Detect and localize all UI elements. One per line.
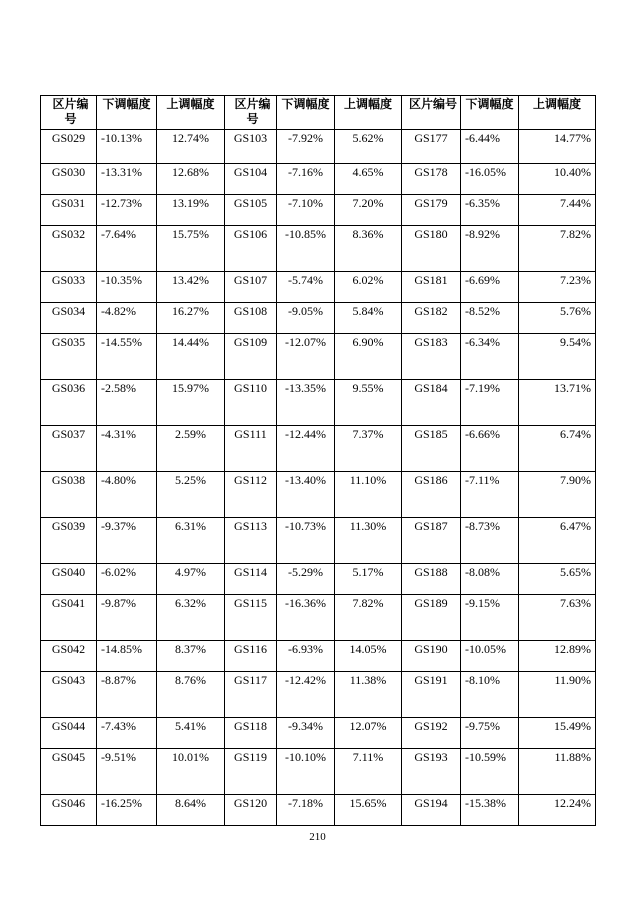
up-rate-cell: 8.37% — [157, 641, 225, 672]
down-rate-cell: -7.11% — [461, 472, 519, 518]
down-rate-cell: -13.40% — [277, 472, 335, 518]
header-cell: 区片编号 — [402, 96, 461, 130]
table-row — [41, 226, 596, 272]
down-rate-cell: -6.93% — [277, 641, 335, 672]
zone-id-cell: GS119 — [225, 749, 277, 795]
header-cell: 上调幅度 — [519, 96, 596, 130]
down-rate-cell: -14.55% — [97, 334, 157, 380]
zone-id-cell: GS183 — [402, 334, 461, 380]
table-row — [41, 795, 596, 826]
zone-id-cell: GS036 — [41, 380, 97, 426]
down-rate-cell: -10.13% — [97, 130, 157, 164]
zone-id-cell: GS190 — [402, 641, 461, 672]
up-rate-cell: 5.76% — [519, 303, 596, 334]
zone-id-cell: GS035 — [41, 334, 97, 380]
up-rate-cell: 7.44% — [519, 195, 596, 226]
down-rate-cell: -9.75% — [461, 718, 519, 749]
table-row — [41, 718, 596, 749]
down-rate-cell: -7.19% — [461, 380, 519, 426]
up-rate-cell: 9.55% — [335, 380, 402, 426]
up-rate-cell: 8.64% — [157, 795, 225, 826]
up-rate-cell: 13.42% — [157, 272, 225, 303]
zone-id-cell: GS040 — [41, 564, 97, 595]
up-rate-cell: 5.41% — [157, 718, 225, 749]
up-rate-cell: 7.63% — [519, 595, 596, 641]
zone-id-cell: GS112 — [225, 472, 277, 518]
zone-id-cell: GS120 — [225, 795, 277, 826]
zone-id-cell: GS039 — [41, 518, 97, 564]
up-rate-cell: 6.32% — [157, 595, 225, 641]
up-rate-cell: 4.97% — [157, 564, 225, 595]
up-rate-cell: 16.27% — [157, 303, 225, 334]
table-row — [41, 426, 596, 472]
zone-id-cell: GS103 — [225, 130, 277, 164]
down-rate-cell: -16.25% — [97, 795, 157, 826]
up-rate-cell: 6.02% — [335, 272, 402, 303]
up-rate-cell: 13.71% — [519, 380, 596, 426]
up-rate-cell: 15.75% — [157, 226, 225, 272]
up-rate-cell: 11.10% — [335, 472, 402, 518]
zone-id-cell: GS180 — [402, 226, 461, 272]
table-row — [41, 303, 596, 334]
header-cell: 上调幅度 — [335, 96, 402, 130]
zone-id-cell: GS181 — [402, 272, 461, 303]
table-row — [41, 641, 596, 672]
down-rate-cell: -6.35% — [461, 195, 519, 226]
up-rate-cell: 12.74% — [157, 130, 225, 164]
up-rate-cell: 5.65% — [519, 564, 596, 595]
down-rate-cell: -7.64% — [97, 226, 157, 272]
zone-id-cell: GS193 — [402, 749, 461, 795]
down-rate-cell: -9.05% — [277, 303, 335, 334]
down-rate-cell: -16.36% — [277, 595, 335, 641]
down-rate-cell: -12.07% — [277, 334, 335, 380]
down-rate-cell: -8.52% — [461, 303, 519, 334]
table-row — [41, 472, 596, 518]
zone-id-cell: GS032 — [41, 226, 97, 272]
down-rate-cell: -9.34% — [277, 718, 335, 749]
zone-id-cell: GS030 — [41, 164, 97, 195]
up-rate-cell: 13.19% — [157, 195, 225, 226]
down-rate-cell: -4.80% — [97, 472, 157, 518]
zone-id-cell: GS042 — [41, 641, 97, 672]
down-rate-cell: -4.31% — [97, 426, 157, 472]
header-cell: 区片编号 — [41, 96, 97, 130]
up-rate-cell: 9.54% — [519, 334, 596, 380]
header-cell: 上调幅度 — [157, 96, 225, 130]
down-rate-cell: -6.34% — [461, 334, 519, 380]
zone-id-cell: GS046 — [41, 795, 97, 826]
up-rate-cell: 7.37% — [335, 426, 402, 472]
down-rate-cell: -13.31% — [97, 164, 157, 195]
table-row — [41, 672, 596, 718]
table-row — [41, 334, 596, 380]
down-rate-cell: -10.10% — [277, 749, 335, 795]
header-cell: 下调幅度 — [461, 96, 519, 130]
up-rate-cell: 12.89% — [519, 641, 596, 672]
up-rate-cell: 15.65% — [335, 795, 402, 826]
down-rate-cell: -5.29% — [277, 564, 335, 595]
up-rate-cell: 5.17% — [335, 564, 402, 595]
table-row — [41, 272, 596, 303]
zone-id-cell: GS037 — [41, 426, 97, 472]
zone-id-cell: GS108 — [225, 303, 277, 334]
up-rate-cell: 7.11% — [335, 749, 402, 795]
zone-id-cell: GS033 — [41, 272, 97, 303]
down-rate-cell: -8.87% — [97, 672, 157, 718]
zone-id-cell: GS187 — [402, 518, 461, 564]
zone-id-cell: GS189 — [402, 595, 461, 641]
zone-id-cell: GS192 — [402, 718, 461, 749]
up-rate-cell: 12.07% — [335, 718, 402, 749]
up-rate-cell: 7.90% — [519, 472, 596, 518]
down-rate-cell: -6.66% — [461, 426, 519, 472]
down-rate-cell: -6.44% — [461, 130, 519, 164]
zone-id-cell: GS185 — [402, 426, 461, 472]
zone-id-cell: GS106 — [225, 226, 277, 272]
down-rate-cell: -8.10% — [461, 672, 519, 718]
up-rate-cell: 14.05% — [335, 641, 402, 672]
header-cell: 下调幅度 — [277, 96, 335, 130]
up-rate-cell: 15.97% — [157, 380, 225, 426]
up-rate-cell: 7.20% — [335, 195, 402, 226]
up-rate-cell: 11.90% — [519, 672, 596, 718]
down-rate-cell: -6.69% — [461, 272, 519, 303]
down-rate-cell: -9.37% — [97, 518, 157, 564]
up-rate-cell: 5.25% — [157, 472, 225, 518]
table-row — [41, 595, 596, 641]
zone-id-cell: GS038 — [41, 472, 97, 518]
table-row — [41, 380, 596, 426]
table-row — [41, 564, 596, 595]
down-rate-cell: -16.05% — [461, 164, 519, 195]
header-cell: 下调幅度 — [97, 96, 157, 130]
table-row — [41, 749, 596, 795]
down-rate-cell: -7.92% — [277, 130, 335, 164]
up-rate-cell: 11.38% — [335, 672, 402, 718]
down-rate-cell: -8.92% — [461, 226, 519, 272]
zone-id-cell: GS188 — [402, 564, 461, 595]
down-rate-cell: -5.74% — [277, 272, 335, 303]
up-rate-cell: 8.36% — [335, 226, 402, 272]
zone-id-cell: GS177 — [402, 130, 461, 164]
table-header-row — [41, 96, 596, 130]
down-rate-cell: -10.59% — [461, 749, 519, 795]
zone-id-cell: GS109 — [225, 334, 277, 380]
zone-id-cell: GS034 — [41, 303, 97, 334]
up-rate-cell: 12.24% — [519, 795, 596, 826]
zone-id-cell: GS114 — [225, 564, 277, 595]
up-rate-cell: 7.23% — [519, 272, 596, 303]
page-number: 210 — [309, 831, 326, 843]
down-rate-cell: -13.35% — [277, 380, 335, 426]
down-rate-cell: -7.10% — [277, 195, 335, 226]
zone-id-cell: GS191 — [402, 672, 461, 718]
down-rate-cell: -6.02% — [97, 564, 157, 595]
up-rate-cell: 12.68% — [157, 164, 225, 195]
up-rate-cell: 7.82% — [335, 595, 402, 641]
down-rate-cell: -10.35% — [97, 272, 157, 303]
down-rate-cell: -7.18% — [277, 795, 335, 826]
zone-id-cell: GS111 — [225, 426, 277, 472]
up-rate-cell: 10.01% — [157, 749, 225, 795]
table-row — [41, 195, 596, 226]
up-rate-cell: 5.62% — [335, 130, 402, 164]
down-rate-cell: -2.58% — [97, 380, 157, 426]
up-rate-cell: 5.84% — [335, 303, 402, 334]
down-rate-cell: -9.87% — [97, 595, 157, 641]
zone-id-cell: GS113 — [225, 518, 277, 564]
zone-id-cell: GS182 — [402, 303, 461, 334]
up-rate-cell: 6.74% — [519, 426, 596, 472]
zone-id-cell: GS179 — [402, 195, 461, 226]
table-row — [41, 130, 596, 164]
up-rate-cell: 10.40% — [519, 164, 596, 195]
zone-id-cell: GS186 — [402, 472, 461, 518]
zone-id-cell: GS194 — [402, 795, 461, 826]
down-rate-cell: -12.42% — [277, 672, 335, 718]
zone-id-cell: GS029 — [41, 130, 97, 164]
up-rate-cell: 8.76% — [157, 672, 225, 718]
zone-id-cell: GS041 — [41, 595, 97, 641]
zone-id-cell: GS117 — [225, 672, 277, 718]
up-rate-cell: 14.44% — [157, 334, 225, 380]
zone-id-cell: GS184 — [402, 380, 461, 426]
up-rate-cell: 15.49% — [519, 718, 596, 749]
down-rate-cell: -7.43% — [97, 718, 157, 749]
zone-id-cell: GS044 — [41, 718, 97, 749]
down-rate-cell: -10.73% — [277, 518, 335, 564]
adjustment-table — [40, 95, 596, 826]
up-rate-cell: 4.65% — [335, 164, 402, 195]
down-rate-cell: -15.38% — [461, 795, 519, 826]
down-rate-cell: -8.73% — [461, 518, 519, 564]
zone-id-cell: GS118 — [225, 718, 277, 749]
zone-id-cell: GS031 — [41, 195, 97, 226]
up-rate-cell: 6.90% — [335, 334, 402, 380]
up-rate-cell: 14.77% — [519, 130, 596, 164]
up-rate-cell: 7.82% — [519, 226, 596, 272]
down-rate-cell: -9.15% — [461, 595, 519, 641]
up-rate-cell: 11.88% — [519, 749, 596, 795]
down-rate-cell: -10.85% — [277, 226, 335, 272]
zone-id-cell: GS115 — [225, 595, 277, 641]
zone-id-cell: GS043 — [41, 672, 97, 718]
zone-id-cell: GS116 — [225, 641, 277, 672]
down-rate-cell: -10.05% — [461, 641, 519, 672]
down-rate-cell: -12.44% — [277, 426, 335, 472]
down-rate-cell: -7.16% — [277, 164, 335, 195]
zone-id-cell: GS105 — [225, 195, 277, 226]
zone-id-cell: GS178 — [402, 164, 461, 195]
up-rate-cell: 11.30% — [335, 518, 402, 564]
up-rate-cell: 6.47% — [519, 518, 596, 564]
table-row — [41, 518, 596, 564]
down-rate-cell: -4.82% — [97, 303, 157, 334]
zone-id-cell: GS110 — [225, 380, 277, 426]
zone-id-cell: GS107 — [225, 272, 277, 303]
up-rate-cell: 6.31% — [157, 518, 225, 564]
down-rate-cell: -9.51% — [97, 749, 157, 795]
down-rate-cell: -12.73% — [97, 195, 157, 226]
down-rate-cell: -8.08% — [461, 564, 519, 595]
up-rate-cell: 2.59% — [157, 426, 225, 472]
zone-id-cell: GS045 — [41, 749, 97, 795]
table-row — [41, 164, 596, 195]
zone-id-cell: GS104 — [225, 164, 277, 195]
down-rate-cell: -14.85% — [97, 641, 157, 672]
header-cell: 区片编号 — [225, 96, 277, 130]
